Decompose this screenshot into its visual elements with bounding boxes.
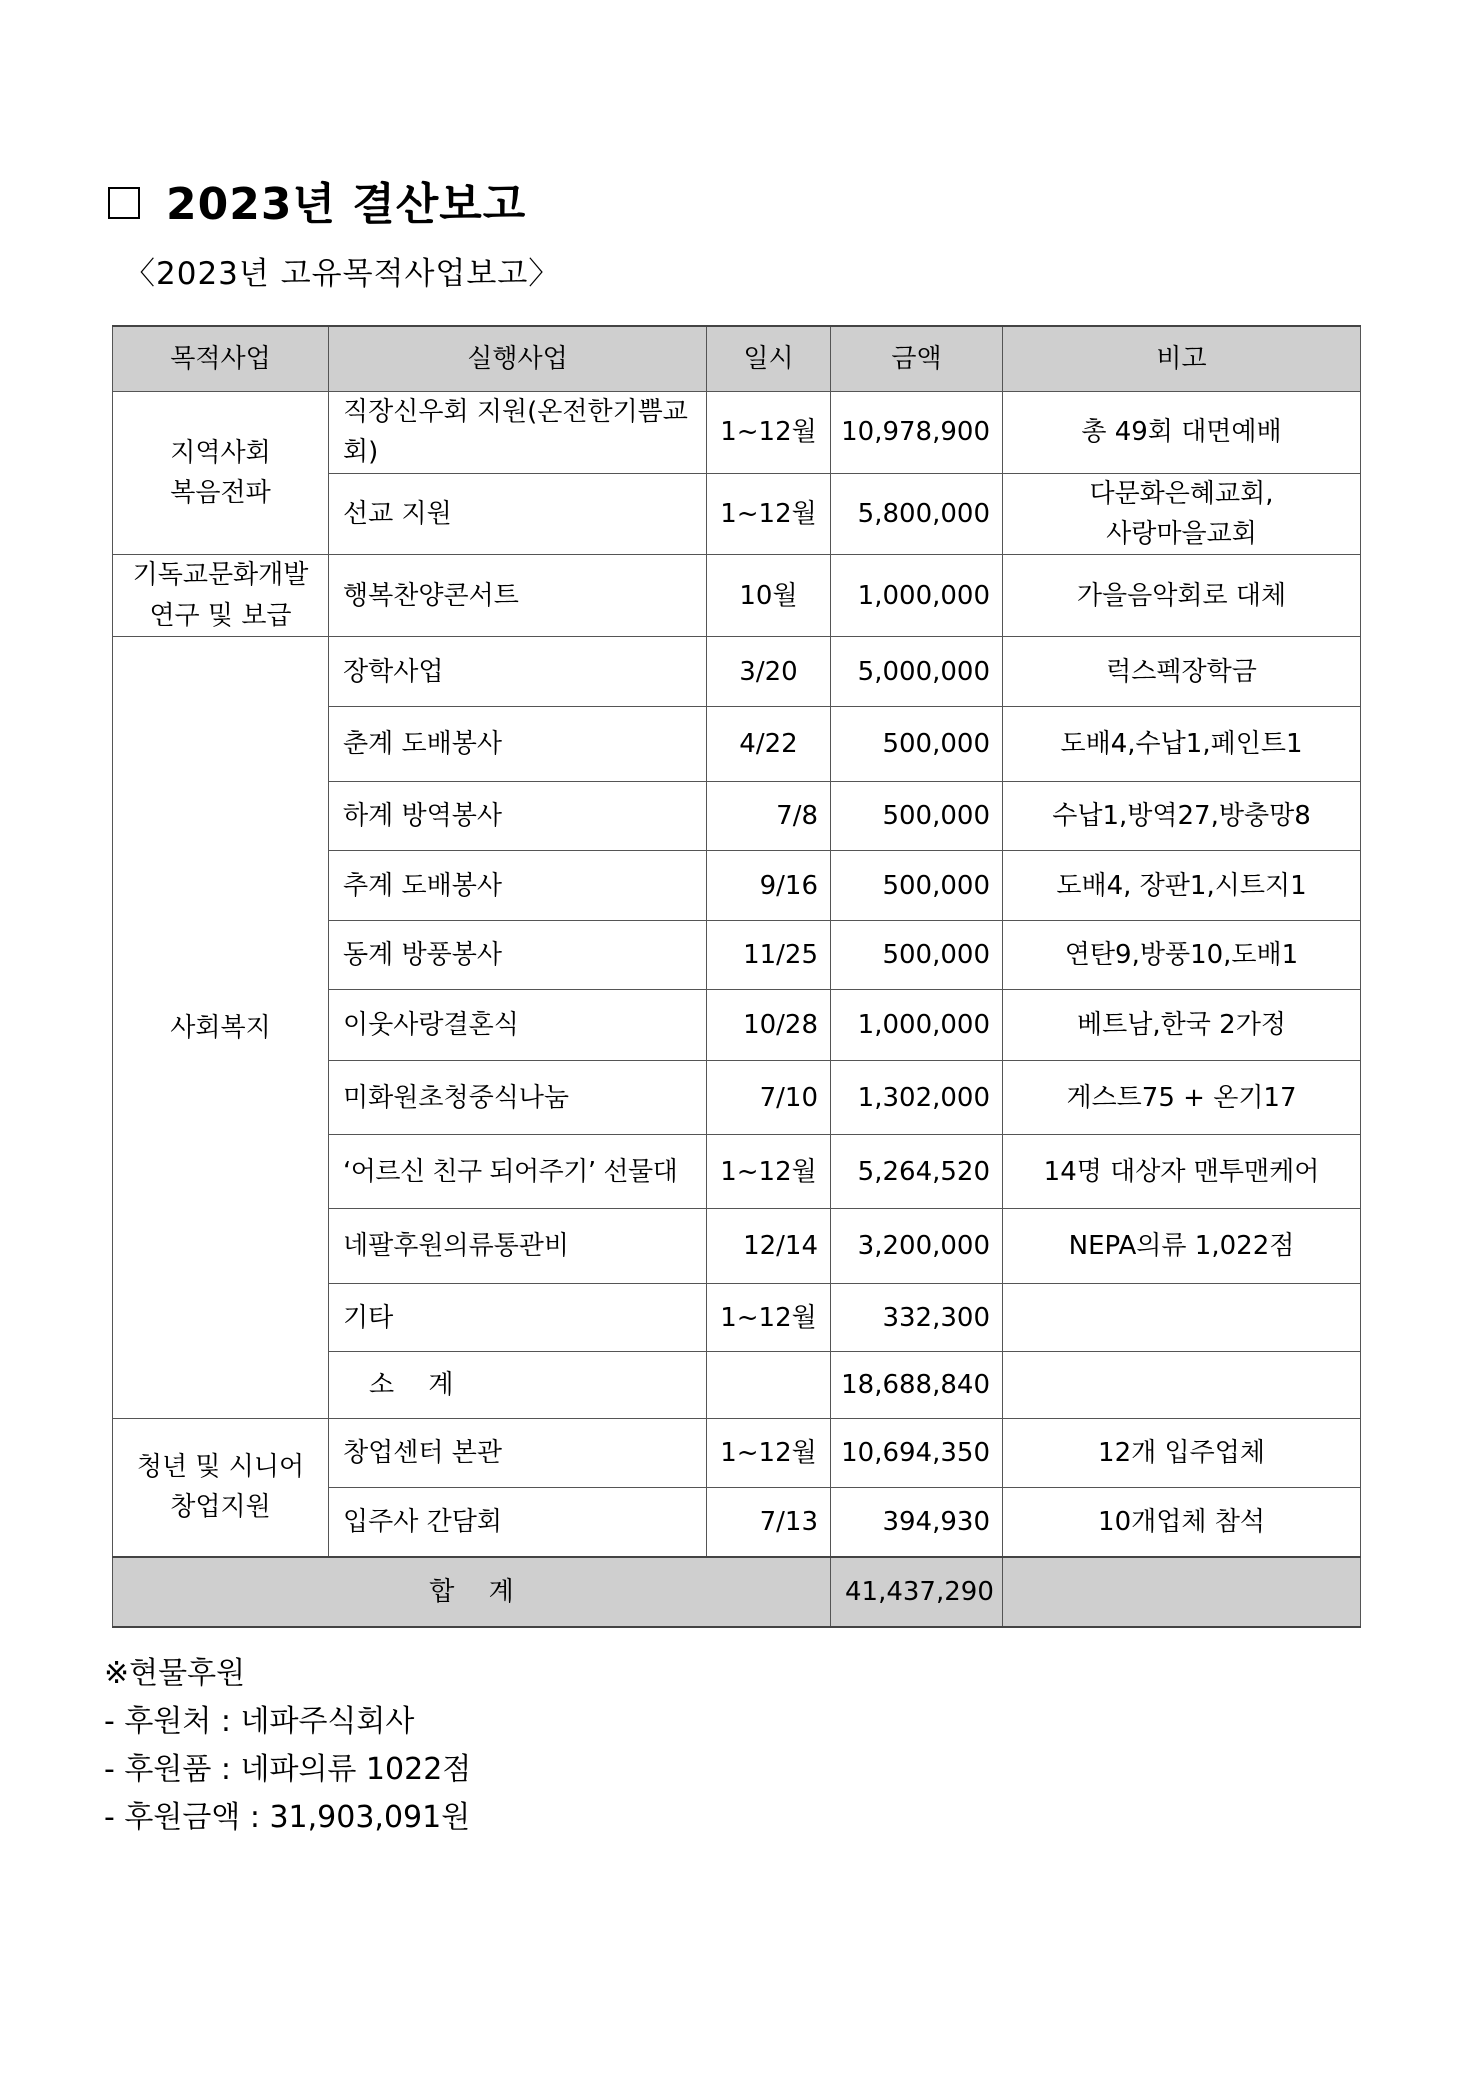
category-label: 복음전파 xyxy=(170,478,271,509)
notes-line: - 후원품 : 네파의류 1022점 xyxy=(104,1752,472,1787)
table-row xyxy=(113,392,1361,474)
amount-cell: 500,000 xyxy=(831,782,1003,851)
amount-cell: 332,300 xyxy=(831,1284,1003,1352)
header-cell: 실행사업 xyxy=(329,326,707,392)
project-cell: 동계 방풍봉사 xyxy=(329,921,707,990)
header-cell: 금액 xyxy=(831,326,1003,392)
date-cell: 3/20 xyxy=(707,637,831,707)
total-amount: 41,437,290 xyxy=(831,1557,1003,1627)
amount-cell: 3,200,000 xyxy=(831,1209,1003,1284)
date-cell: 9/16 xyxy=(707,851,831,921)
project-cell: 창업센터 본관 xyxy=(329,1419,707,1488)
amount-cell: 10,978,900 xyxy=(831,392,1003,474)
category-cell xyxy=(113,392,329,555)
table-row xyxy=(113,1419,1361,1488)
header-cell: 비고 xyxy=(1003,326,1361,392)
note-cell: 수납1,방역27,방충망8 xyxy=(1003,782,1361,851)
date-cell: 1~12월 xyxy=(707,1284,831,1352)
table-row xyxy=(113,637,1361,707)
note-line: 다문화은혜교회, xyxy=(1089,478,1274,509)
title-text: 2023년 결산보고 xyxy=(166,179,527,230)
project-cell: 네팔후원의류통관비 xyxy=(329,1209,707,1284)
project-cell: 추계 도배봉사 xyxy=(329,851,707,921)
category-cell xyxy=(113,555,329,637)
date-cell: 12/14 xyxy=(707,1209,831,1284)
header-cell: 일시 xyxy=(707,326,831,392)
date-cell: 10/28 xyxy=(707,990,831,1061)
amount-cell: 1,000,000 xyxy=(831,555,1003,637)
notes-line: - 후원처 : 네파주식회사 xyxy=(104,1704,415,1739)
date-cell: 1~12월 xyxy=(707,1419,831,1488)
note-cell: 럭스펙장학금 xyxy=(1003,637,1361,707)
table-header-row xyxy=(113,326,1361,392)
total-label: 합 계 xyxy=(113,1557,831,1627)
amount-cell: 1,302,000 xyxy=(831,1061,1003,1135)
project-cell: 입주사 간담회 xyxy=(329,1488,707,1557)
project-cell: 직장신우회 지원(온전한기쁨교회) xyxy=(329,392,707,474)
checkbox-square-icon xyxy=(108,187,140,219)
note-cell: 게스트75 + 온기17 xyxy=(1003,1061,1361,1135)
subtotal-label: 소 계 xyxy=(329,1352,707,1419)
project-cell: ‘어르신 친구 되어주기’ 선물대 xyxy=(329,1135,707,1209)
date-cell: 11/25 xyxy=(707,921,831,990)
project-cell: 장학사업 xyxy=(329,637,707,707)
note-cell: 10개업체 참석 xyxy=(1003,1488,1361,1557)
date-cell: 7/8 xyxy=(707,782,831,851)
amount-cell: 500,000 xyxy=(831,851,1003,921)
in-kind-donation-notes xyxy=(104,1650,471,1842)
note-cell xyxy=(1003,1352,1361,1419)
amount-cell: 5,800,000 xyxy=(831,473,1003,555)
category-label: 청년 및 시니어 xyxy=(136,1452,305,1483)
date-cell: 1~12월 xyxy=(707,1135,831,1209)
section-subtitle: 〈2023년 고유목적사업보고〉 xyxy=(124,256,561,292)
date-cell xyxy=(707,1352,831,1419)
note-cell: NEPA의류 1,022점 xyxy=(1003,1209,1361,1284)
note-line: 사랑마을교회 xyxy=(1106,518,1257,549)
project-cell: 이웃사랑결혼식 xyxy=(329,990,707,1061)
date-cell: 10월 xyxy=(707,555,831,637)
note-cell xyxy=(1003,1284,1361,1352)
amount-cell: 394,930 xyxy=(831,1488,1003,1557)
project-cell: 춘계 도배봉사 xyxy=(329,707,707,782)
amount-cell: 5,000,000 xyxy=(831,637,1003,707)
subtotal-amount: 18,688,840 xyxy=(831,1352,1003,1419)
category-label: 연구 및 보급 xyxy=(149,600,292,631)
category-label: 기독교문화개발 xyxy=(132,560,309,591)
date-cell: 1~12월 xyxy=(707,473,831,555)
header-cell: 목적사업 xyxy=(113,326,329,392)
page-title xyxy=(108,168,526,232)
total-row xyxy=(113,1557,1361,1627)
note-cell: 도배4, 장판1,시트지1 xyxy=(1003,851,1361,921)
note-cell: 가을음악회로 대체 xyxy=(1003,555,1361,637)
notes-heading: ※현물후원 xyxy=(104,1656,246,1691)
date-cell: 7/13 xyxy=(707,1488,831,1557)
table-row xyxy=(113,555,1361,637)
total-note-cell xyxy=(1003,1557,1361,1627)
date-cell: 1~12월 xyxy=(707,392,831,474)
amount-cell: 500,000 xyxy=(831,707,1003,782)
amount-cell: 500,000 xyxy=(831,921,1003,990)
note-cell: 베트남,한국 2가정 xyxy=(1003,990,1361,1061)
project-cell: 기타 xyxy=(329,1284,707,1352)
date-cell: 4/22 xyxy=(707,707,831,782)
notes-line: - 후원금액 : 31,903,091원 xyxy=(104,1800,471,1835)
category-cell: 사회복지 xyxy=(113,637,329,1419)
date-cell: 7/10 xyxy=(707,1061,831,1135)
amount-cell: 1,000,000 xyxy=(831,990,1003,1061)
report-table xyxy=(112,325,1361,1628)
amount-cell: 10,694,350 xyxy=(831,1419,1003,1488)
note-cell: 도배4,수납1,페인트1 xyxy=(1003,707,1361,782)
note-cell xyxy=(1003,473,1361,555)
category-label: 창업지원 xyxy=(170,1492,271,1523)
note-cell: 12개 입주업체 xyxy=(1003,1419,1361,1488)
note-cell: 연탄9,방풍10,도배1 xyxy=(1003,921,1361,990)
project-cell: 하계 방역봉사 xyxy=(329,782,707,851)
project-cell: 선교 지원 xyxy=(329,473,707,555)
project-cell: 미화원초청중식나눔 xyxy=(329,1061,707,1135)
category-label: 지역사회 xyxy=(170,437,271,468)
note-cell: 총 49회 대면예배 xyxy=(1003,392,1361,474)
note-cell: 14명 대상자 맨투맨케어 xyxy=(1003,1135,1361,1209)
category-cell xyxy=(113,1419,329,1557)
project-cell: 행복찬양콘서트 xyxy=(329,555,707,637)
amount-cell: 5,264,520 xyxy=(831,1135,1003,1209)
